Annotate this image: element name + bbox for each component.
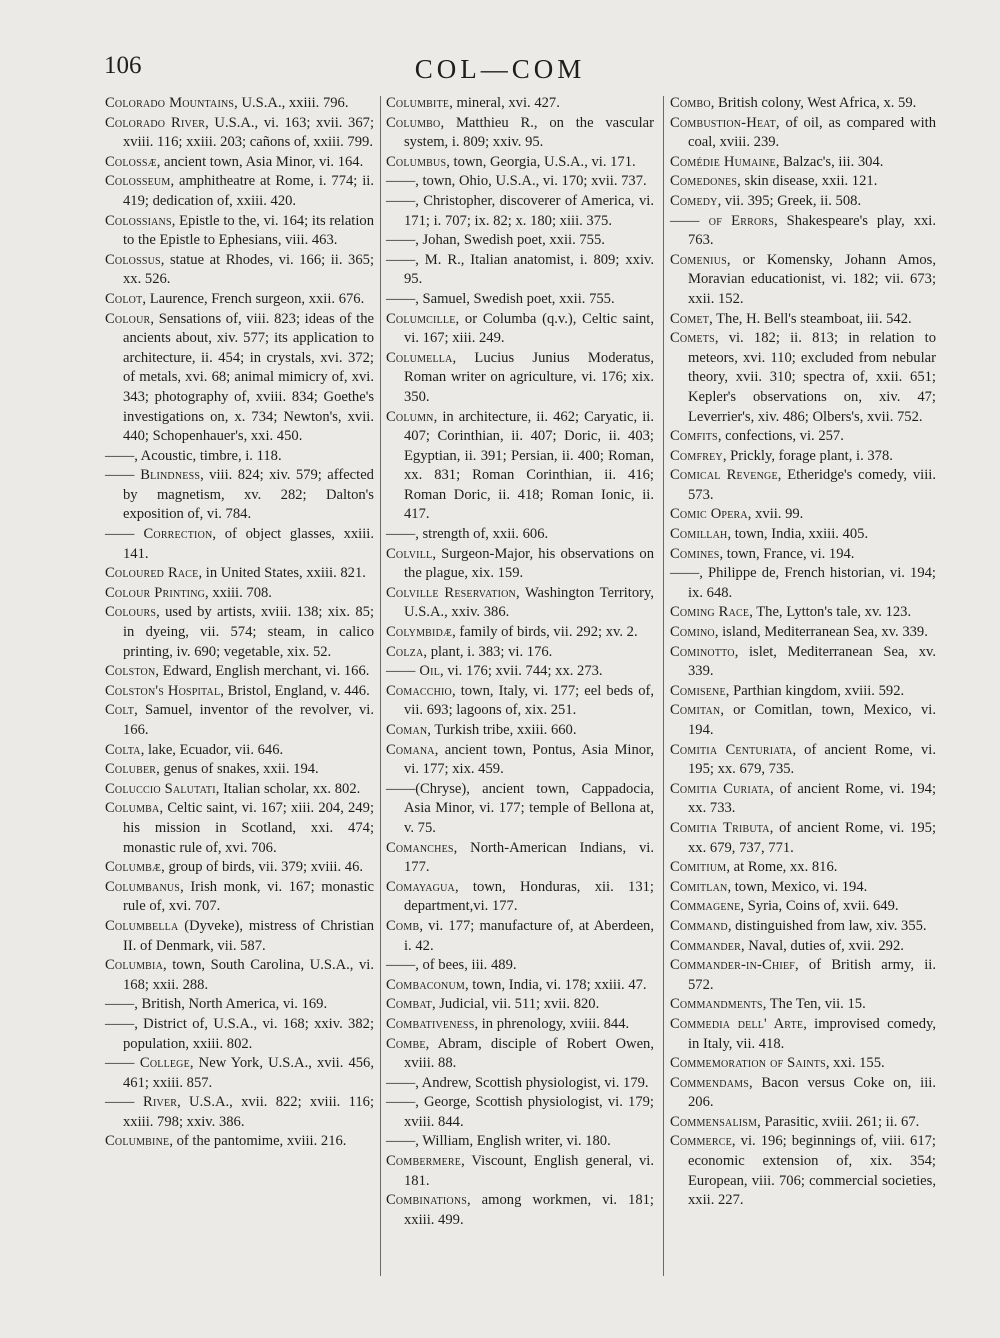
entry-references: , family of birds, vii. 292; xv. 2. <box>452 624 638 641</box>
index-entry <box>386 623 654 643</box>
entry-headword: Commensalism <box>670 1113 758 1130</box>
index-entry <box>105 290 374 310</box>
entry-references: , Balzac's, iii. 304. <box>775 153 884 170</box>
entry-references: , plant, i. 383; vi. 176. <box>423 643 553 660</box>
entry-headword: Commander-in-Chief <box>670 957 796 974</box>
entry-headword: Comana <box>386 741 435 758</box>
entry-references: , vii. 395; Greek, ii. 508. <box>717 192 862 209</box>
entry-headword: Comacchio <box>386 682 452 699</box>
index-entry <box>670 701 936 740</box>
index-entry <box>105 956 374 995</box>
entry-headword: —— of Errors <box>670 212 775 229</box>
entry-headword: Columbine <box>105 1133 170 1150</box>
index-entry <box>105 310 374 447</box>
entry-headword: Colour <box>105 310 151 327</box>
page-number: 106 <box>104 52 142 79</box>
entry-headword: Coming Race <box>670 604 750 621</box>
index-entry <box>386 643 654 663</box>
index-entry <box>670 329 936 427</box>
index-entry <box>105 878 374 917</box>
index-entry <box>105 1132 374 1152</box>
index-entry <box>386 1035 654 1074</box>
entry-headword: Combaconum <box>386 976 465 993</box>
index-entry <box>670 466 936 505</box>
entry-references: , used by artists, xviii. 138; xix. 85; in dyeing, vii. 574; steam, in calico printing, iv. 690; vegetable, xix. 52. <box>123 604 374 660</box>
index-entry <box>670 956 936 995</box>
index-entry <box>105 1054 374 1093</box>
index-entry <box>386 976 654 996</box>
entry-references: ——, Andrew, Scottish physiologist, vi. 179. <box>386 1074 649 1091</box>
running-head: COL—COM <box>414 54 586 84</box>
entry-headword: Columbite <box>386 95 450 111</box>
entry-headword: Colta <box>105 741 141 758</box>
entry-headword: Colossians <box>105 212 172 229</box>
index-entry <box>386 525 654 545</box>
entry-references: , in United States, xxiii. 821. <box>198 565 366 582</box>
index-entry <box>105 780 374 800</box>
entry-references: , vi. 176; xvii. 744; xx. 273. <box>440 663 603 680</box>
entry-references: , Viscount, English general, vi. 181. <box>404 1153 654 1189</box>
index-entry <box>386 290 654 310</box>
entry-references: , of object glasses, xxiii. 141. <box>123 526 374 562</box>
entry-headword: Coluccio Salutati <box>105 780 216 797</box>
index-entry <box>670 603 936 623</box>
entry-headword: Cominotto <box>670 643 735 660</box>
entry-headword: Colosseum <box>105 173 171 190</box>
entry-references: , or Comitlan, town, Mexico, vi. 194. <box>688 702 936 738</box>
entry-headword: Colza <box>386 643 424 660</box>
entry-references: , town, Georgia, U.S.A., vi. 171. <box>446 153 636 170</box>
entry-references: , of ancient Rome, vi. 195; xx. 679, 735. <box>688 741 937 778</box>
entry-references: , Bacon versus Coke on, iii. 206. <box>688 1074 936 1111</box>
index-entry <box>386 780 654 839</box>
entry-references: , town, India, xxiii. 405. <box>727 526 869 543</box>
entry-headword: —— Oil <box>386 663 441 680</box>
index-entry <box>670 310 936 330</box>
entry-references: , Turkish tribe, xxiii. 660. <box>427 722 577 738</box>
index-entry <box>670 897 936 917</box>
index-entry <box>670 545 936 565</box>
entry-references: , Lucius Junius Moderatus, Roman writer on agriculture, vi. 176; xix. 350. <box>404 349 654 405</box>
entry-references: , among workmen, vi. 181; xxiii. 499. <box>404 1192 654 1228</box>
index-entry <box>105 114 374 153</box>
entry-headword: Comisene <box>670 682 726 699</box>
entry-references: ——, Samuel, Swedish poet, xxii. 755. <box>386 290 615 307</box>
entry-headword: Commandments <box>670 996 763 1013</box>
entry-references: , in architecture, ii. 462; Caryatic, ii. 407; Corinthian, ii. 407; Doric, ii. 403; Egyptian, ii. 391; Persian, ii. 400; Roman, xx. 831; Roman Corinthian, ii. 416; Roman Doric, ii. 418; Roman Ionic, ii. 417. <box>404 408 654 523</box>
index-entry <box>386 662 654 682</box>
index-entry <box>105 662 374 682</box>
entry-references: , lake, Ecuador, vii. 646. <box>140 741 284 758</box>
entry-headword: Colymbidæ <box>386 624 453 641</box>
entry-references: , Celtic saint, vi. 167; xiii. 204, 249; his mission in Scotland, xxi. 474; monastic rule of, xvi. 706. <box>123 800 374 856</box>
entry-references: ——, British, North America, vi. 169. <box>105 996 328 1013</box>
entry-headword: Comino <box>670 624 715 641</box>
index-entry <box>105 741 374 761</box>
index-entry <box>386 153 654 173</box>
entry-references: , Irish monk, vi. 167; monastic rule of, xvi. 707. <box>123 878 374 915</box>
entry-references: , U.S.A., vi. 163; xvii. 367; xviii. 116; xxiii. 203; cañons of, xxiii. 799. <box>123 114 374 151</box>
index-entry <box>105 172 374 211</box>
index-entry <box>105 682 374 702</box>
index-entry <box>670 995 936 1015</box>
index-entry <box>386 878 654 917</box>
index-column-3 <box>670 94 936 1211</box>
entry-headword: Colorado Mountains <box>105 95 235 111</box>
entry-references: , U.S.A., xvii. 822; xviii. 116; xxiii. 798; xxiv. 386. <box>123 1094 374 1130</box>
entry-headword: Commagene <box>670 898 741 915</box>
index-entry <box>386 682 654 721</box>
entry-references: , town, France, vi. 194. <box>719 545 855 562</box>
entry-headword: Colossæ <box>105 153 157 170</box>
index-entry <box>670 564 936 603</box>
entry-references: , Sensations of, viii. 823; ideas of the ancients about, xiv. 577; its application to architecture, ii. 454; in crystals, xvi. 372; of metals, xvi. 68; animal mimicry of, xvi. 343; photography of, xviii. 834; Goethe's investigations on, x. 734; Newton's, xvii. 440; Schopenhauer's, xxi. 450. <box>123 310 374 445</box>
entry-headword: Commendams <box>670 1074 749 1091</box>
entry-references: , xvii. 99. <box>747 506 804 523</box>
entry-references: , of British army, ii. 572. <box>688 957 936 993</box>
index-entry <box>670 1132 936 1210</box>
entry-references: , Etheridge's comedy, viii. 573. <box>688 467 936 503</box>
entry-headword: Comillah <box>670 526 728 543</box>
entry-headword: Columella <box>386 349 453 366</box>
entry-headword: Coluber <box>105 761 157 778</box>
entry-headword: Colvill <box>386 545 433 562</box>
entry-headword: Comitlan <box>670 878 728 895</box>
entry-references: ——, Johan, Swedish poet, xxii. 755. <box>386 232 605 249</box>
entry-headword: Combativeness <box>386 1015 475 1032</box>
entry-headword: Comets <box>670 330 715 347</box>
entry-references: , Parthian kingdom, xviii. 592. <box>725 682 905 699</box>
index-entry <box>670 114 936 153</box>
entry-references: , at Rome, xx. 816. <box>726 859 838 876</box>
entry-headword: Comfrey <box>670 447 723 464</box>
index-entry <box>670 212 936 251</box>
index-entry <box>670 917 936 937</box>
index-entry <box>105 917 374 956</box>
index-entry <box>386 408 654 526</box>
entry-headword: Comayagua <box>386 878 455 895</box>
index-entry <box>670 1074 936 1113</box>
index-entry <box>386 172 654 192</box>
entry-headword: Columcille <box>386 310 456 327</box>
entry-references: , improvised comedy, in Italy, vii. 418. <box>688 1015 936 1052</box>
entry-headword: Comanches <box>386 839 454 856</box>
index-entry <box>105 995 374 1015</box>
index-entry <box>386 310 654 349</box>
entry-headword: Coloured Race <box>105 565 199 582</box>
entry-references: , vi. 182; ii. 813; in relation to meteors, xvi. 110; excluded from nebular theory, xvii. 310; spectra of, xxii. 651; Kepler's observations on, xiv. 47; Leverrier's, xiv. 486; Olbers's, xvii. 752. <box>688 330 936 425</box>
entry-headword: Colorado River <box>105 114 206 131</box>
entry-references: , town, India, vi. 178; xxiii. 47. <box>464 976 647 993</box>
index-column-2 <box>386 94 654 1230</box>
entry-references: , group of birds, vii. 379; xviii. 46. <box>161 859 364 876</box>
entry-headword: Commedia dell' Arte <box>670 1015 804 1032</box>
entry-headword: —— River <box>105 1094 178 1111</box>
index-entry <box>105 525 374 564</box>
entry-headword: Colossus <box>105 251 161 268</box>
entry-references: ——, strength of, xxii. 606. <box>386 526 549 543</box>
entry-references: ——, of bees, iii. 489. <box>386 957 517 974</box>
entry-headword: —— College <box>105 1055 190 1072</box>
entry-references: ——, George, Scottish physiologist, vi. 179; xviii. 844. <box>386 1094 654 1130</box>
index-entry <box>105 94 374 114</box>
index-entry <box>670 251 936 310</box>
entry-headword: Comet <box>670 310 710 327</box>
index-column-1 <box>105 94 374 1152</box>
entry-headword: Combo <box>670 95 711 111</box>
index-entry <box>105 251 374 290</box>
index-entry <box>670 505 936 525</box>
entry-references: , mineral, xvi. 427. <box>449 95 560 111</box>
index-entry <box>670 741 936 780</box>
entry-references: , Prickly, forage plant, i. 378. <box>722 447 893 464</box>
entry-references: ——, Acoustic, timbre, i. 118. <box>105 447 282 464</box>
entry-headword: Coman <box>386 722 428 738</box>
index-entry <box>386 114 654 153</box>
entry-references: , The, H. Bell's steamboat, iii. 542. <box>709 310 912 327</box>
index-entry <box>670 1054 936 1074</box>
entry-headword: Comedy <box>670 192 718 209</box>
entry-headword: Colston <box>105 663 156 680</box>
index-entry <box>386 839 654 878</box>
entry-references: , vi. 196; beginnings of, viii. 617; economic extension of, xix. 354; European, viii. 706; commercial societies, xxii. 227. <box>688 1133 936 1209</box>
entry-references: , island, Mediterranean Sea, xv. 339. <box>714 624 928 641</box>
index-entry <box>105 584 374 604</box>
index-entry <box>386 1074 654 1094</box>
entry-headword: Combustion-Heat <box>670 114 776 131</box>
entry-headword: Columba <box>105 800 160 817</box>
index-entry <box>386 192 654 231</box>
index-entry <box>386 1093 654 1132</box>
index-entry <box>670 192 936 212</box>
entry-references: , Samuel, inventor of the revolver, vi. 166. <box>123 702 374 738</box>
entry-headword: Colston's Hospital <box>105 682 221 699</box>
entry-headword: Comic Opera <box>670 506 748 523</box>
index-entry <box>670 623 936 643</box>
entry-references: , or Columba (q.v.), Celtic saint, vi. 167; xiii. 249. <box>404 310 654 347</box>
entry-headword: Combat <box>386 996 432 1013</box>
index-entry <box>670 1015 936 1054</box>
entry-references: , U.S.A., xxiii. 796. <box>234 95 349 111</box>
index-entry <box>105 799 374 858</box>
index-entry <box>386 917 654 956</box>
index-entry <box>386 251 654 290</box>
index-entry <box>105 1093 374 1132</box>
entry-headword: Columbanus <box>105 878 181 895</box>
entry-references: ——, District of, U.S.A., vi. 168; xxiv. 382; population, xxiii. 802. <box>105 1015 374 1052</box>
index-entry <box>386 349 654 408</box>
entry-references: , Italian scholar, xx. 802. <box>215 780 361 797</box>
index-entry <box>670 819 936 858</box>
entry-headword: Colours <box>105 604 157 621</box>
entry-headword: Commemoration of Saints <box>670 1055 826 1072</box>
entry-references: , distinguished from law, xiv. 355. <box>727 917 927 934</box>
index-entry <box>670 525 936 545</box>
entry-references: , The, Lytton's tale, xv. 123. <box>749 604 912 621</box>
entry-references: , ancient town, Asia Minor, vi. 164. <box>156 153 364 170</box>
index-entry <box>105 447 374 467</box>
index-entry <box>670 780 936 819</box>
entry-references: , of ancient Rome, vi. 194; xx. 733. <box>688 780 936 817</box>
entry-headword: Comines <box>670 545 720 562</box>
entry-references: , town, Italy, vi. 177; eel beds of, vii. 693; lagoons of, xix. 251. <box>404 682 654 719</box>
column-divider <box>663 96 664 1276</box>
index-entry <box>105 858 374 878</box>
entry-references: , islet, Mediterranean Sea, xv. 339. <box>688 643 936 680</box>
index-entry <box>670 937 936 957</box>
index-entry <box>386 584 654 623</box>
entry-references: ——, Christopher, discoverer of America, vi. 171; i. 707; ix. 82; x. 180; xiii. 375. <box>386 192 654 229</box>
index-entry <box>386 231 654 251</box>
index-entry <box>105 212 374 251</box>
entry-references: , Laurence, French surgeon, xxii. 676. <box>142 290 365 307</box>
entry-headword: Comb <box>386 917 420 934</box>
index-entry <box>670 643 936 682</box>
index-entry <box>670 94 936 114</box>
entry-headword: Columbus <box>386 153 447 170</box>
entry-references: , Syria, Coins of, xvii. 649. <box>740 898 899 915</box>
entry-headword: Commerce <box>670 1133 732 1150</box>
entry-headword: Comedones <box>670 173 738 190</box>
entry-headword: Comitan <box>670 702 721 719</box>
entry-references: ——, M. R., Italian anatomist, i. 809; xxiv. 95. <box>386 251 654 288</box>
index-entry <box>105 760 374 780</box>
entry-headword: Comédie Humaine <box>670 153 776 170</box>
entry-references: , of the pantomime, xviii. 216. <box>169 1133 347 1150</box>
entry-headword: Combermere <box>386 1153 462 1170</box>
entry-headword: Comitia Curiata <box>670 780 771 797</box>
entry-references: , town, South Carolina, U.S.A., vi. 168; xxii. 288. <box>123 957 374 993</box>
entry-headword: Combinations <box>386 1192 468 1209</box>
index-entry <box>386 741 654 780</box>
entry-references: , amphitheatre at Rome, i. 774; ii. 419; dedication of, xxiii. 420. <box>123 173 374 209</box>
entry-references: , or Komensky, Johann Amos, Moravian educationist, vi. 182; vii. 673; xxii. 152. <box>688 251 936 307</box>
index-entry <box>386 545 654 584</box>
entry-references: , Epistle to the, vi. 164; its relation to the Epistle to Ephesians, viii. 463. <box>123 212 374 249</box>
entry-references: , skin disease, xxii. 121. <box>737 173 878 190</box>
entry-headword: Command <box>670 917 728 934</box>
entry-headword: —— Correction <box>105 526 213 543</box>
entry-headword: Comfits <box>670 428 718 445</box>
entry-references: , ancient town, Pontus, Asia Minor, vi. 177; xix. 459. <box>404 741 654 778</box>
index-entry <box>670 858 936 878</box>
entry-references: , confections, vi. 257. <box>717 428 844 445</box>
index-entry <box>386 94 654 114</box>
entry-references: , Naval, duties of, xvii. 292. <box>740 937 904 954</box>
entry-references: , viii. 824; xiv. 579; affected by magnetism, xv. 282; Dalton's exposition of, vi. 784. <box>123 467 374 523</box>
index-entry <box>386 1191 654 1230</box>
index-entry <box>386 995 654 1015</box>
entry-headword: Comical Revenge <box>670 467 778 484</box>
entry-headword: Commander <box>670 937 741 954</box>
entry-headword: Comenius <box>670 251 727 268</box>
entry-headword: Column <box>386 408 434 425</box>
entry-references: , New York, U.S.A., xvii. 456, 461; xxiii. 857. <box>123 1055 375 1091</box>
entry-headword: Columbella <box>105 917 179 934</box>
index-entry <box>105 564 374 584</box>
entry-references: , vi. 177; manufacture of, at Aberdeen, i. 42. <box>404 917 654 954</box>
entry-references: , Washington Territory, U.S.A., xxiv. 386. <box>404 584 654 621</box>
entry-references: , Parasitic, xviii. 261; ii. 67. <box>757 1113 920 1130</box>
entry-references: , genus of snakes, xxii. 194. <box>156 761 319 778</box>
index-entry <box>386 1015 654 1035</box>
index-entry <box>670 427 936 447</box>
entry-references: ——, William, English writer, vi. 180. <box>386 1133 611 1150</box>
entry-references: , town, Honduras, xii. 131; department,vi. 177. <box>404 878 654 915</box>
index-entry <box>105 153 374 173</box>
entry-references: , Judicial, vii. 511; xvii. 820. <box>431 996 600 1013</box>
entry-headword: Comitia Tributa <box>670 819 770 836</box>
entry-headword: Colville Reservation <box>386 584 516 601</box>
entry-references: , statue at Rhodes, vi. 166; ii. 365; xx. 526. <box>123 251 374 288</box>
index-entry <box>670 878 936 898</box>
index-entry <box>105 1015 374 1054</box>
entry-references: , xxi. 155. <box>825 1055 885 1072</box>
entry-references: , Abram, disciple of Robert Owen, xviii. 88. <box>404 1035 654 1072</box>
index-entry <box>386 956 654 976</box>
entry-references: ——, Philippe de, French historian, vi. 194; ix. 648. <box>670 565 936 601</box>
entry-references: , Bristol, England, v. 446. <box>220 682 370 699</box>
entry-headword: —— Blindness <box>105 467 201 484</box>
index-entry <box>105 603 374 662</box>
index-entry <box>670 447 936 467</box>
index-entry <box>386 1152 654 1191</box>
entry-headword: Columbia <box>105 957 163 974</box>
index-entry <box>105 701 374 740</box>
index-entry <box>670 682 936 702</box>
index-entry <box>670 1113 936 1133</box>
index-entry <box>670 172 936 192</box>
entry-headword: Colt <box>105 702 135 719</box>
entry-references: , town, Mexico, vi. 194. <box>727 878 868 895</box>
index-entry <box>386 721 654 741</box>
entry-references: , Edward, English merchant, vi. 166. <box>155 663 370 680</box>
entry-references: , xxiii. 708. <box>205 584 272 601</box>
entry-references: ——, town, Ohio, U.S.A., vi. 170; xvii. 737. <box>386 173 647 190</box>
entry-references: ——(Chryse), ancient town, Cappadocia, Asia Minor, vi. 177; temple of Bellona at, v. 75. <box>386 780 654 836</box>
entry-references: (Dyveke), mistress of Christian II. of Denmark, vii. 587. <box>123 917 374 954</box>
entry-headword: Combe <box>386 1035 426 1052</box>
entry-references: , British colony, West Africa, x. 59. <box>710 95 917 111</box>
index-entry <box>105 466 374 525</box>
entry-references: , Matthieu R., on the vascular system, i. 809; xxiv. 95. <box>404 114 654 151</box>
column-divider <box>380 96 381 1276</box>
entry-headword: Comitia Centuriata <box>670 741 793 758</box>
entry-references: , of oil, as compared with coal, xviii. 239. <box>688 114 936 151</box>
entry-headword: Colot <box>105 290 143 307</box>
entry-references: , in phrenology, xviii. 844. <box>474 1015 630 1032</box>
entry-headword: Columbo <box>386 114 441 131</box>
entry-references: , North-American Indians, vi. 177. <box>404 839 654 876</box>
index-entry <box>386 1132 654 1152</box>
entry-headword: Columbæ <box>105 859 162 876</box>
entry-references: , The Ten, vii. 15. <box>762 996 866 1013</box>
entry-references: , Shakespeare's play, xxi. 763. <box>688 212 936 249</box>
entry-references: , of ancient Rome, vi. 195; xx. 679, 737, 771. <box>688 819 937 856</box>
entry-headword: Colour Printing <box>105 584 206 601</box>
entry-references: , Surgeon-Major, his observations on the plague, xix. 159. <box>404 545 654 582</box>
index-entry <box>670 153 936 173</box>
entry-headword: Comitium <box>670 859 727 876</box>
